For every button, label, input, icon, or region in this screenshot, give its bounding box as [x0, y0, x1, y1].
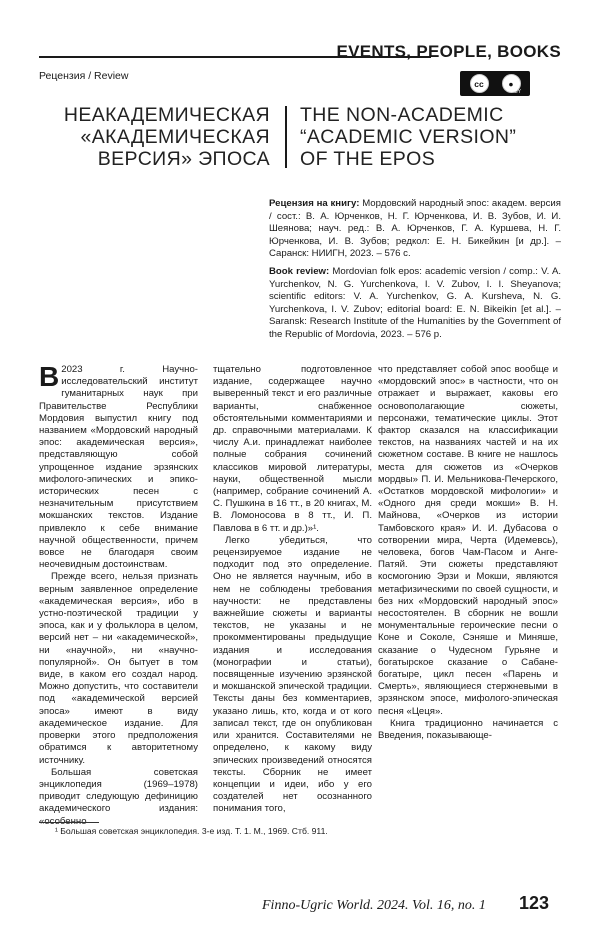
section-title: EVENTS, PEOPLE, BOOKS	[336, 42, 561, 61]
paragraph: Большая советская энциклопедия (1969–1978) приводит следующую дефиницию академического издания:	[39, 766, 198, 815]
paragraph: Книга традиционно начинается с Введения, показывающе-	[378, 717, 558, 742]
paragraph: тщательно подготовленное издание, содержащее научно выверенный текст и его различные варианты, снабженное обстоятельными комментариями и др. справочными материалами. К числу А.и. принадлежат наиболее полные собрания сочинений классиков мировой литературы, науки, общественной мысли (например, собрание сочинений А. С. Пушкина в 16 тт., в 20 книгах, М. В. Ломоносова в 8 тт., И. П. Павлова в 6 тт. и др.)»¹.	[213, 364, 372, 534]
body-column-1	[39, 361, 198, 828]
page-number: 123	[519, 893, 550, 913]
title-en-line: OF THE EPOS	[300, 148, 436, 170]
review-text-en: Mordovian folk epos: academic version / comp.: V. A. Yurchenkov, N. G. Yurchenkova, I. V. Zubov, I. I. Sheyanova; scientific editors: V. A. Yurchenkov, G. A. Kursheva, N. G. Yurchenkova, I. V. Zubov; editorial board: E. N. Bikeikin [et al.]. – Saransk: Research Institute of the Humanities by the Government of the Republic of Mordovia, 2023. – 576 p.	[269, 266, 562, 340]
review-label-en: Book review:	[269, 266, 330, 277]
review-label-ru: Рецензия на книгу:	[269, 198, 360, 209]
journal-citation: Finno-Ugric World. 2024. Vol. 16, no. 1	[262, 898, 486, 913]
title-en-line: “ACADEMIC VERSION”	[300, 126, 517, 148]
title-ru-line: ВЕРСИЯ» ЭПОСА	[97, 148, 270, 170]
title-russian	[20, 104, 270, 170]
person-icon: ●	[502, 74, 521, 93]
footnote: ¹ Большая советская энциклопедия. 3-е изд. Т. 1. М., 1969. Стб. 911.	[55, 826, 328, 836]
body-column-2	[213, 364, 372, 816]
title-divider	[285, 106, 287, 168]
paragraph	[39, 361, 198, 571]
paragraph: Прежде всего, нельзя признать верным заявленное определение «академическая версия», ибо в устно-поэтической традиции у эпоса, как и у фольклора в целом, версий нет – ни «академической», ни «научной», ни «научно-популярной». Он бытует в том виде, в каком его создал народ. Можно допустить, что составители под «академической версией эпоса» имеют в виду академическое издание. Для проверки этого предположения обратимся к авторитетному источнику.	[39, 571, 198, 766]
review-citation-en	[269, 266, 561, 342]
review-citation-ru	[269, 198, 561, 261]
paragraph-text: 2023 г. Научно-исследовательский институт гуманитарных наук при Правительстве Республики Мордовия выпустил книгу под названием «Мордовский народный эпос: академическая версия», представляющую собой упрощенное издание эрзянских мифолого-эпических и эпико-исторических песен с незначительным присутствием мокшанских текстов. Издание привлекло к себе внимание научной общественности, причем вовсе не благодаря своим неочевидным достоинствам.	[39, 364, 198, 571]
title-ru-line: «АКАДЕМИЧЕСКАЯ	[80, 126, 270, 148]
drop-cap: В	[39, 361, 60, 392]
by-label: BY	[514, 89, 521, 95]
paragraph: что представляет собой эпос вообще и «мордовский эпос» в частности, что он отражает и выражает, каковы его основополагающие сюжеты, персонажи, тематические циклы. Этот фактор сказался на классификации текстов, на названиях частей и на их сюжетном составе. В книге не нашлось места для сюжетов из «Очерков мордвы» П. И. Мельникова-Печерского, «Остатков мордовской мифологии» и «Одного дня среди мокши» В. Н. Майнова, «Очерков из истории Тамбовского края» И. И. Дубасова о сотворении мира, Черта (Идемевсь), человека, богов Чам-Пасом и Анге-Патяй. Эти сюжеты представляют космогонию Эрзи и Мокши, являются метафизическими по своей сущности, и без них «Мордовский народный эпос» несостоятелен. В сборник не вошли монументальные героические песни о Коне и Соколе, Сэняше и Миняше, сказание о Чудесном Гурьяне и богатырское сказание о Сабане-богатыре, цикл песен «Парень и Смерть», являющиеся стержневыми в эрзянском эпосе, мифолого-эпическая песня «Цеця».	[378, 364, 558, 717]
article-type-label: Рецензия / Review	[39, 70, 129, 82]
footnote-rule	[39, 822, 99, 823]
creative-commons-by-icon[interactable]	[460, 71, 530, 96]
cc-icon: cc	[470, 74, 489, 93]
title-english	[300, 104, 570, 170]
paragraph: Легко убедиться, что рецензируемое издание не подходит под это определение. Оно не является научным, ибо в нем не соблюдены требования научности: не представлены важнейшие сюжеты и варианты текстов, не указаны и не прокомментированы предыдущие издания и исследования (монографии и статьи), посвященные изучению эрзянской и мокшанской эпической традиции. Тексты даны без комментариев, указано лишь, кто, когда и от кого записал текст, где он опубликован или хранится. Составителями не определено, к какому виду эпических произведений относятся тексты. Сборник не имеет концепции и идеи, ибо у его создателей нет осознанного понимания того,	[213, 534, 372, 815]
review-text-ru: Мордовский народный эпос: академ. версия / сост.: В. А. Юрченков, Н. Г. Юрченкова, И. В. Зубов, И. И. Шеянова; науч. ред.: В. А. Юрченков, Г. А. Куршева, Н. Г. Юрченкова, И. В. Зубов; редкол: Е. Н. Бикейкин [и др.]. – Саранск: НИИГН, 2023. – 576 с.	[269, 198, 561, 260]
title-en-line: THE NON-ACADEMIC	[300, 104, 504, 126]
body-column-3	[378, 364, 558, 742]
title-ru-line: НЕАКАДЕМИЧЕСКАЯ	[63, 104, 270, 126]
